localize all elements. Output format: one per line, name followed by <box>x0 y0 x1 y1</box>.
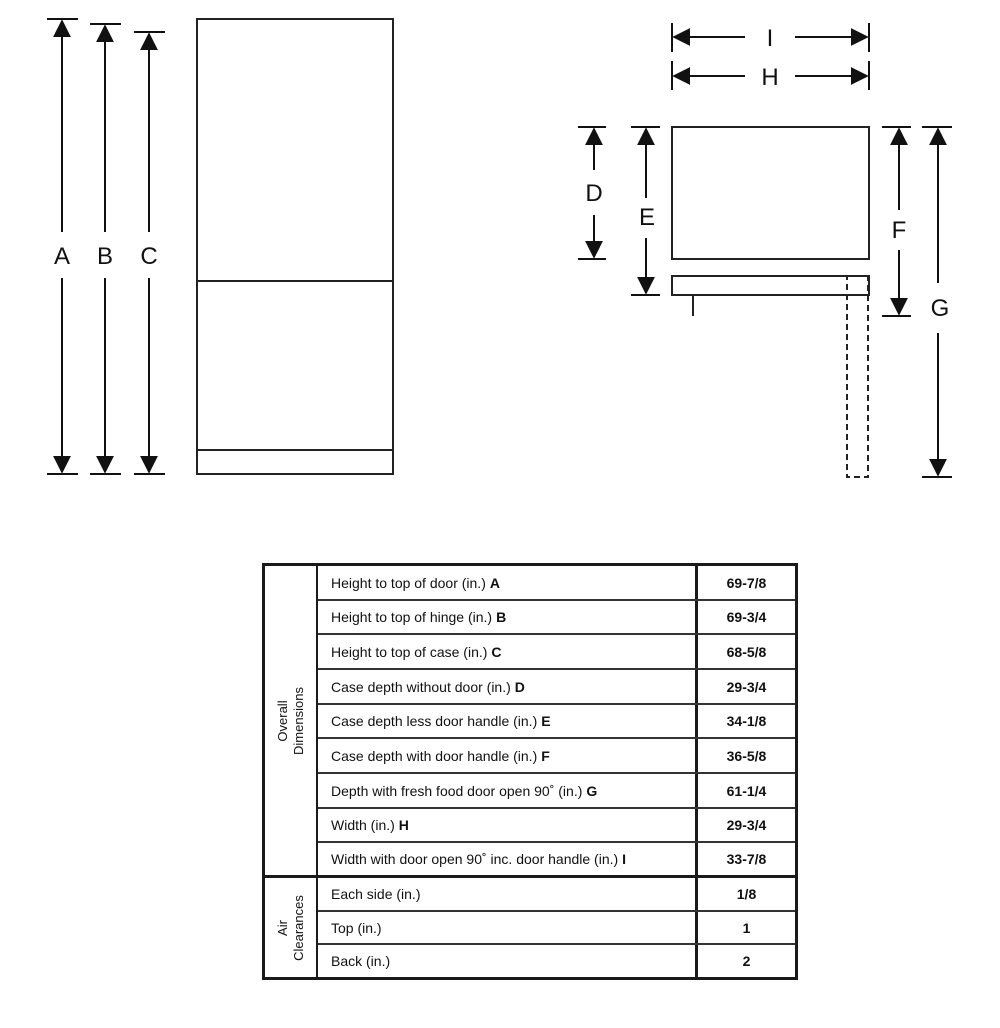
row-description: Depth with fresh food door open 90˚ (in.) <box>331 782 583 799</box>
row-value: 33-7/8 <box>726 851 767 867</box>
row-key: A <box>489 574 500 591</box>
label-e: E <box>638 204 656 231</box>
door-top-outline <box>672 276 869 295</box>
row-value: 1 <box>742 919 751 936</box>
table-row <box>318 945 795 977</box>
row-description: Back (in.) <box>331 953 391 969</box>
row-key: I <box>622 851 627 867</box>
row-description: Case depth less door handle (in.) <box>331 713 538 729</box>
label-g: G <box>930 295 950 322</box>
dimensions-table <box>262 563 798 980</box>
label-b: B <box>96 243 114 270</box>
open-door-dashed <box>847 276 868 477</box>
air-clearances-group <box>265 878 795 977</box>
table-row <box>318 566 795 601</box>
table-row <box>318 705 795 739</box>
overall-dimensions-group <box>265 566 795 878</box>
row-description: Height to top of door (in.) <box>331 574 486 591</box>
overall-rows <box>318 566 795 875</box>
label-c: C <box>140 243 158 270</box>
row-description: Case depth with door handle (in.) <box>331 747 538 764</box>
row-key: B <box>496 609 507 625</box>
label-a: A <box>53 243 71 270</box>
table-row <box>318 912 795 945</box>
group-label-air <box>265 878 318 977</box>
table-row <box>318 601 795 635</box>
row-value: 36-5/8 <box>726 747 767 764</box>
table-row <box>318 739 795 774</box>
row-description: Height to top of hinge (in.) <box>331 609 493 625</box>
row-description: Top (in.) <box>331 919 382 936</box>
row-key: C <box>491 643 502 660</box>
row-value: 2 <box>742 953 751 969</box>
label-h: H <box>761 64 779 91</box>
row-key: E <box>541 713 551 729</box>
row-key: D <box>514 678 525 695</box>
fridge-front-outline <box>197 19 393 474</box>
row-value: 69-3/4 <box>726 609 767 625</box>
group-label-text: Overall Dimensions <box>274 686 306 755</box>
row-value: 34-1/8 <box>726 713 767 729</box>
row-description: Case depth without door (in.) <box>331 678 511 695</box>
group-label-text: Air Clearances <box>274 894 306 961</box>
table-row <box>318 878 795 912</box>
row-value: 29-3/4 <box>726 678 767 695</box>
table-row <box>318 774 795 809</box>
front-view <box>197 19 393 474</box>
row-value: 68-5/8 <box>726 643 767 660</box>
row-key: G <box>586 782 598 799</box>
case-top-outline <box>672 127 869 259</box>
row-key: F <box>541 747 550 764</box>
row-value: 69-7/8 <box>726 574 767 591</box>
row-description: Width with door open 90˚ inc. door handle (in.) <box>331 851 619 867</box>
table-row <box>318 809 795 843</box>
row-description: Height to top of case (in.) <box>331 643 488 660</box>
row-key: H <box>398 817 409 833</box>
row-value: 1/8 <box>736 886 757 902</box>
top-view <box>672 127 869 477</box>
table-row <box>318 635 795 670</box>
row-value: 29-3/4 <box>726 817 767 833</box>
table-row <box>318 670 795 705</box>
label-d: D <box>585 180 603 207</box>
table-row <box>318 843 795 875</box>
row-description: Width (in.) <box>331 817 395 833</box>
air-rows <box>318 878 795 977</box>
label-i: I <box>766 25 774 52</box>
row-description: Each side (in.) <box>331 886 421 902</box>
label-f: F <box>891 217 907 244</box>
row-value: 61-1/4 <box>726 782 767 799</box>
